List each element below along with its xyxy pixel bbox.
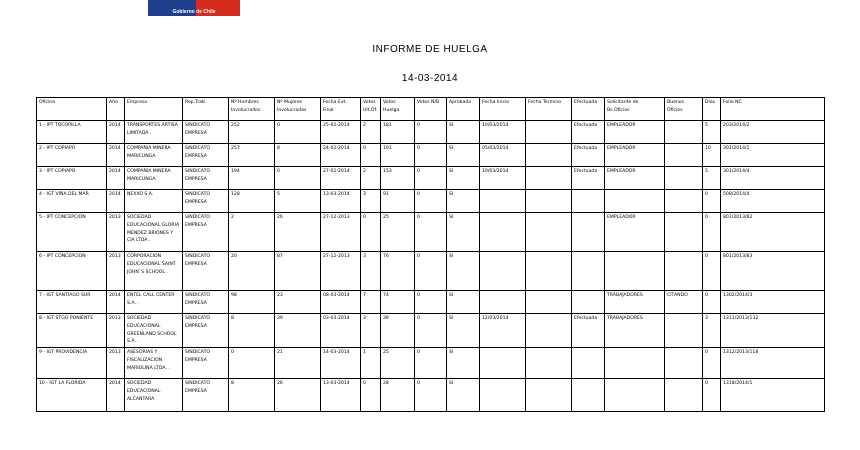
column-header: Aprobada bbox=[447, 98, 480, 121]
table-row bbox=[37, 213, 825, 252]
column-header: Oficina bbox=[37, 98, 107, 121]
table-cell: 1 - IPT TOCOPILLA bbox=[37, 121, 107, 144]
table-cell: 2 bbox=[361, 121, 381, 144]
table-cell bbox=[605, 190, 665, 213]
table-cell bbox=[572, 213, 605, 252]
table-cell: 257 bbox=[229, 144, 275, 167]
table-cell: SI bbox=[447, 121, 480, 144]
table-cell: NEXXO S.A. bbox=[125, 190, 183, 213]
table-cell: 08-03-2014 bbox=[321, 291, 361, 314]
table-cell bbox=[665, 379, 703, 412]
table-cell: 301/2014/1 bbox=[721, 144, 825, 167]
table-cell: Efectuada bbox=[572, 121, 605, 144]
table-cell: 0 bbox=[703, 379, 721, 412]
table-cell: 0 bbox=[415, 291, 447, 314]
column-header: Buenos Oficios bbox=[665, 98, 703, 121]
table-cell: 13-03-2014 bbox=[321, 379, 361, 412]
table-cell: 3 bbox=[361, 252, 381, 291]
table-cell bbox=[480, 291, 526, 314]
table-cell: 5 bbox=[275, 190, 321, 213]
column-header: Efectuada bbox=[572, 98, 605, 121]
table-cell: Efectuada bbox=[572, 167, 605, 190]
table-cell: 2014 bbox=[107, 379, 125, 412]
table-cell: 2014 bbox=[107, 291, 125, 314]
report-title: INFORME DE HUELGA bbox=[372, 44, 488, 55]
table-cell bbox=[605, 252, 665, 291]
table-row bbox=[37, 348, 825, 379]
table-cell bbox=[526, 167, 572, 190]
table-cell: 3 bbox=[361, 190, 381, 213]
table-cell: 39 bbox=[275, 314, 321, 348]
table-cell: 25 bbox=[381, 213, 415, 252]
table-cell: 4 - IGT VIÑA DEL MAR bbox=[37, 190, 107, 213]
table-cell: 8 - IGT STGO PONIENTE bbox=[37, 314, 107, 348]
table-cell bbox=[572, 379, 605, 412]
table-cell: 7 bbox=[361, 291, 381, 314]
table-cell: SINDICATO EMPRESA bbox=[183, 252, 229, 291]
table-cell: Efectuada bbox=[572, 144, 605, 167]
table-cell bbox=[665, 213, 703, 252]
table-cell: COMPAÑIA MINERA MARICUNGA. bbox=[125, 144, 183, 167]
table-cell: 74 bbox=[381, 291, 415, 314]
table-cell: 20 bbox=[229, 252, 275, 291]
table-cell: 0 bbox=[415, 314, 447, 348]
table-cell: 252 bbox=[229, 121, 275, 144]
table-cell: 0 bbox=[415, 213, 447, 252]
table-cell: SI bbox=[447, 213, 480, 252]
table-cell: 0 bbox=[415, 348, 447, 379]
table-cell: 9 - IGT PROVIDENCIA bbox=[37, 348, 107, 379]
table-cell: TRABAJADORES bbox=[605, 314, 665, 348]
table-cell: 2013 bbox=[107, 314, 125, 348]
column-header: Nº Hombres Involucrados bbox=[229, 98, 275, 121]
table-cell: 0 bbox=[703, 190, 721, 213]
column-header: Fecha Ext. Final bbox=[321, 98, 361, 121]
table-cell: 25 bbox=[381, 348, 415, 379]
table-cell: 128 bbox=[229, 190, 275, 213]
table-cell: SI bbox=[447, 314, 480, 348]
table-cell bbox=[480, 379, 526, 412]
table-cell: SOCIEDAD EDUCACIONAL ALCANTARA bbox=[125, 379, 183, 412]
table-cell: SINDICATO EMPRESA bbox=[183, 167, 229, 190]
table-cell: 98 bbox=[229, 291, 275, 314]
table-cell: 1 bbox=[361, 348, 381, 379]
table-row bbox=[37, 144, 825, 167]
table-cell: 39 bbox=[381, 314, 415, 348]
table-cell: 0 bbox=[229, 348, 275, 379]
table-cell: SI bbox=[447, 379, 480, 412]
column-header: Rep.Trab. bbox=[183, 98, 229, 121]
strike-report-table bbox=[36, 97, 825, 412]
table-cell bbox=[665, 121, 703, 144]
table-cell: 0 bbox=[703, 252, 721, 291]
table-row bbox=[37, 190, 825, 213]
table-cell bbox=[526, 314, 572, 348]
table-cell bbox=[605, 348, 665, 379]
table-cell: ENTEL CALL CENTER S.A. . bbox=[125, 291, 183, 314]
table-cell bbox=[480, 252, 526, 291]
table-cell: SINDICATO EMPRESA bbox=[183, 314, 229, 348]
table-cell: SI bbox=[447, 252, 480, 291]
table-cell: 23 bbox=[275, 291, 321, 314]
table-cell: 27-12-2013 bbox=[321, 252, 361, 291]
table-cell: 2 - IPT COPIAPO bbox=[37, 144, 107, 167]
table-cell: 0 bbox=[275, 167, 321, 190]
column-header: Votos Ult.Of. bbox=[361, 98, 381, 121]
column-header: Nº Mujeres Involucradas bbox=[275, 98, 321, 121]
table-cell: 91 bbox=[381, 190, 415, 213]
table-cell: 0 bbox=[415, 252, 447, 291]
table-cell: SINDICATO EMPRESA bbox=[183, 348, 229, 379]
table-cell: 2014 bbox=[107, 144, 125, 167]
table-cell bbox=[665, 190, 703, 213]
table-cell: 24-02-2014 bbox=[321, 144, 361, 167]
table-cell: 76 bbox=[381, 252, 415, 291]
table-cell: 0 bbox=[703, 213, 721, 252]
table-cell: 7 - IGT SANTIAGO SUR bbox=[37, 291, 107, 314]
table-cell: 2013 bbox=[107, 213, 125, 252]
table-cell: 1302/2014/3 bbox=[721, 291, 825, 314]
table-cell: 1318/2014/1 bbox=[721, 379, 825, 412]
table-cell: SOCIEDAD EDUCACIONAL GREENLAND SCHOOL S.A. . bbox=[125, 314, 183, 348]
table-header-row bbox=[37, 98, 825, 121]
table-cell: 1311/2013/132 bbox=[721, 314, 825, 348]
logo-text: Gobierno de Chile bbox=[172, 9, 216, 15]
table-cell: SI bbox=[447, 348, 480, 379]
table-cell: 203/2014/2 bbox=[721, 121, 825, 144]
table-cell bbox=[572, 348, 605, 379]
table-cell: Efectuada bbox=[572, 314, 605, 348]
table-cell: 801/2013/83 bbox=[721, 252, 825, 291]
table-cell bbox=[665, 144, 703, 167]
table-cell: 10/03/2014 bbox=[480, 167, 526, 190]
table-cell: SINDICATO EMPRESA bbox=[183, 291, 229, 314]
table-cell: 508/2014/4 bbox=[721, 190, 825, 213]
column-header: Votos Huelga bbox=[381, 98, 415, 121]
table-row bbox=[37, 379, 825, 412]
table-cell bbox=[572, 252, 605, 291]
table-cell: 03-03-2014 bbox=[321, 314, 361, 348]
table-cell: 0 bbox=[361, 144, 381, 167]
table-cell: EMPLEADOR bbox=[605, 121, 665, 144]
table-cell: SOCIEDAD EDUCACIONAL GLORIA MENDEZ BRIONES Y CIA LTDA . bbox=[125, 213, 183, 252]
table-cell: 5 bbox=[703, 167, 721, 190]
table-cell: 2014 bbox=[107, 190, 125, 213]
table-cell: 27-02-2014 bbox=[321, 167, 361, 190]
table-cell: 2014 bbox=[107, 121, 125, 144]
table-cell: 0 bbox=[415, 379, 447, 412]
table-cell: 2013 bbox=[107, 348, 125, 379]
table-cell: 5 bbox=[703, 121, 721, 144]
table-row bbox=[37, 291, 825, 314]
table-cell: 0 bbox=[275, 121, 321, 144]
table-cell bbox=[480, 190, 526, 213]
table-cell bbox=[526, 348, 572, 379]
table-row bbox=[37, 121, 825, 144]
table-cell: 26 bbox=[275, 379, 321, 412]
table-cell: 87 bbox=[275, 252, 321, 291]
table-row bbox=[37, 252, 825, 291]
table-cell: CITANDO bbox=[665, 291, 703, 314]
report-date: 14-03-2014 bbox=[401, 73, 459, 84]
table-cell: 28 bbox=[381, 379, 415, 412]
table-cell bbox=[480, 348, 526, 379]
table-cell: COMPAÑIA MINERA MARICUNGA. bbox=[125, 167, 183, 190]
table-cell: 6 - IPT CONCEPCION bbox=[37, 252, 107, 291]
table-cell bbox=[605, 379, 665, 412]
table-cell bbox=[526, 379, 572, 412]
table-cell: SI bbox=[447, 144, 480, 167]
table-cell: 2 bbox=[229, 213, 275, 252]
table-cell: 0 bbox=[361, 379, 381, 412]
table-cell: SI bbox=[447, 190, 480, 213]
column-header: Fecha Inicio bbox=[480, 98, 526, 121]
table-cell: 8 bbox=[229, 379, 275, 412]
table-cell: SI bbox=[447, 291, 480, 314]
table-cell: 05/03/2014 bbox=[480, 144, 526, 167]
table-cell: 191 bbox=[381, 144, 415, 167]
table-cell: SINDICATO EMPRESA bbox=[183, 190, 229, 213]
table-cell: 8 bbox=[229, 314, 275, 348]
table-cell: 13-03-2014 bbox=[321, 190, 361, 213]
table-cell: 8 bbox=[275, 144, 321, 167]
table-row bbox=[37, 167, 825, 190]
table-cell: EMPLEADOR bbox=[605, 213, 665, 252]
table-cell bbox=[526, 121, 572, 144]
column-header: Empresa bbox=[125, 98, 183, 121]
table-cell: 21 bbox=[275, 348, 321, 379]
table-cell: 14-03-2014 bbox=[321, 348, 361, 379]
table-cell: 10/03/2014 bbox=[480, 121, 526, 144]
table-cell bbox=[572, 291, 605, 314]
table-cell: CORPORACION EDUCACIONAL SAINT JOHN`S SCHOOL . bbox=[125, 252, 183, 291]
table-cell: SINDICATO EMPRESA bbox=[183, 379, 229, 412]
table-cell: 2013 bbox=[107, 252, 125, 291]
table-cell: 0 bbox=[415, 167, 447, 190]
column-header: Año bbox=[107, 98, 125, 121]
table-cell: 5 - IPT CONCEPCION bbox=[37, 213, 107, 252]
table-cell: 3 bbox=[703, 314, 721, 348]
table-cell: 2 bbox=[361, 167, 381, 190]
table-cell: 3 - IPT COPIAPO bbox=[37, 167, 107, 190]
table-cell: 153 bbox=[381, 167, 415, 190]
column-header: Solicitante de Bs.Oficios bbox=[605, 98, 665, 121]
table-cell: SINDICATO EMPRESA bbox=[183, 213, 229, 252]
table-cell: 0 bbox=[415, 121, 447, 144]
table-cell bbox=[665, 252, 703, 291]
table-row bbox=[37, 314, 825, 348]
table-cell: TRABAJADORES bbox=[605, 291, 665, 314]
table-cell: SI bbox=[447, 167, 480, 190]
table-cell: ASESORIAS Y FISCALIZACION MARIOLINA LTDA. . bbox=[125, 348, 183, 379]
table-cell bbox=[526, 190, 572, 213]
table-cell: SINDICATO EMPRESA bbox=[183, 121, 229, 144]
table-cell bbox=[665, 348, 703, 379]
table-cell: SINDICATO EMPRESA bbox=[183, 144, 229, 167]
column-header: Folio NC bbox=[721, 98, 825, 121]
column-header: Fecha Termino bbox=[526, 98, 572, 121]
table-cell bbox=[526, 291, 572, 314]
table-cell: 194 bbox=[229, 167, 275, 190]
table-cell: 181 bbox=[381, 121, 415, 144]
table-cell: 0 bbox=[415, 144, 447, 167]
column-header: Votos N/B bbox=[415, 98, 447, 121]
table-cell bbox=[480, 213, 526, 252]
table-cell: EMPLEADOR bbox=[605, 167, 665, 190]
table-cell: 1312/2013/118 bbox=[721, 348, 825, 379]
table-cell: 12/03/2014 bbox=[480, 314, 526, 348]
table-cell: 0 bbox=[703, 348, 721, 379]
table-cell: 26 bbox=[275, 213, 321, 252]
table-cell: EMPLEADOR bbox=[605, 144, 665, 167]
table-cell bbox=[526, 213, 572, 252]
table-cell: 0 bbox=[415, 190, 447, 213]
table-cell: 10 - IGT LA FLORIDA bbox=[37, 379, 107, 412]
table-cell: 0 bbox=[361, 213, 381, 252]
table-cell: 27-12-2013 bbox=[321, 213, 361, 252]
table-cell bbox=[572, 190, 605, 213]
table-cell: 2014 bbox=[107, 167, 125, 190]
table-cell: 25-02-2014 bbox=[321, 121, 361, 144]
table-cell: 0 bbox=[703, 291, 721, 314]
table-cell bbox=[665, 167, 703, 190]
table-cell: 10 bbox=[703, 144, 721, 167]
table-cell bbox=[526, 144, 572, 167]
table-cell: 301/2014/4 bbox=[721, 167, 825, 190]
table-cell: TRANSPORTES ARTISA LIMITADA . bbox=[125, 121, 183, 144]
table-cell: 3 bbox=[361, 314, 381, 348]
table-cell: 801/2013/82 bbox=[721, 213, 825, 252]
table-cell bbox=[665, 314, 703, 348]
table-cell bbox=[526, 252, 572, 291]
column-header: Días bbox=[703, 98, 721, 121]
